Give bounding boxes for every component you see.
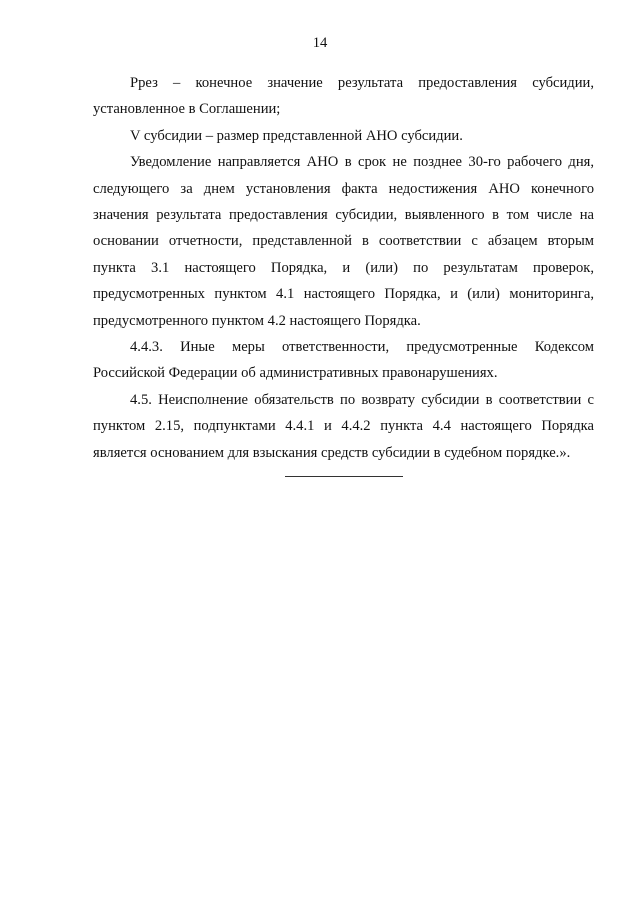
paragraph-4-5: 4.5. Неисполнение обязательств по возврату субсидии в соответствии с пунктом 2.15, подпунктами 4.4.1 и 4.4.2 пункта 4.4 настоящего Порядка является основанием для взыскания средств субсидии в судебном порядке.». bbox=[93, 391, 594, 461]
closing-separator-line bbox=[285, 476, 403, 477]
paragraph-notification: Уведомление направляется АНО в срок не позднее 30-го рабочего дня, следующего за днем установления факта недостижения АНО конечного значения результата предоставления субсидии, выявленного в том числе на основании отчетности, представленной в соответствии с абзацем вторым пункта 3.1 настоящего Порядка, и (или) по результатам проверок, предусмотренных пунктом 4.1 настоящего Порядка, и (или) мониторинга, предусмотренного пунктом 4.2 настоящего Порядка. bbox=[93, 154, 594, 329]
paragraph-4-4-3: 4.4.3. Иные меры ответственности, предусмотренные Кодексом Российской Федерации об административных правонарушениях. bbox=[93, 339, 594, 382]
page-number: 14 bbox=[312, 35, 328, 51]
paragraph-rrez-definition: Ррез – конечное значение результата предоставления субсидии, установленное в Соглашении; bbox=[93, 75, 594, 118]
document-body bbox=[93, 70, 594, 466]
paragraph-v-subsidy-definition: V субсидии – размер представленной АНО субсидии. bbox=[130, 127, 463, 144]
